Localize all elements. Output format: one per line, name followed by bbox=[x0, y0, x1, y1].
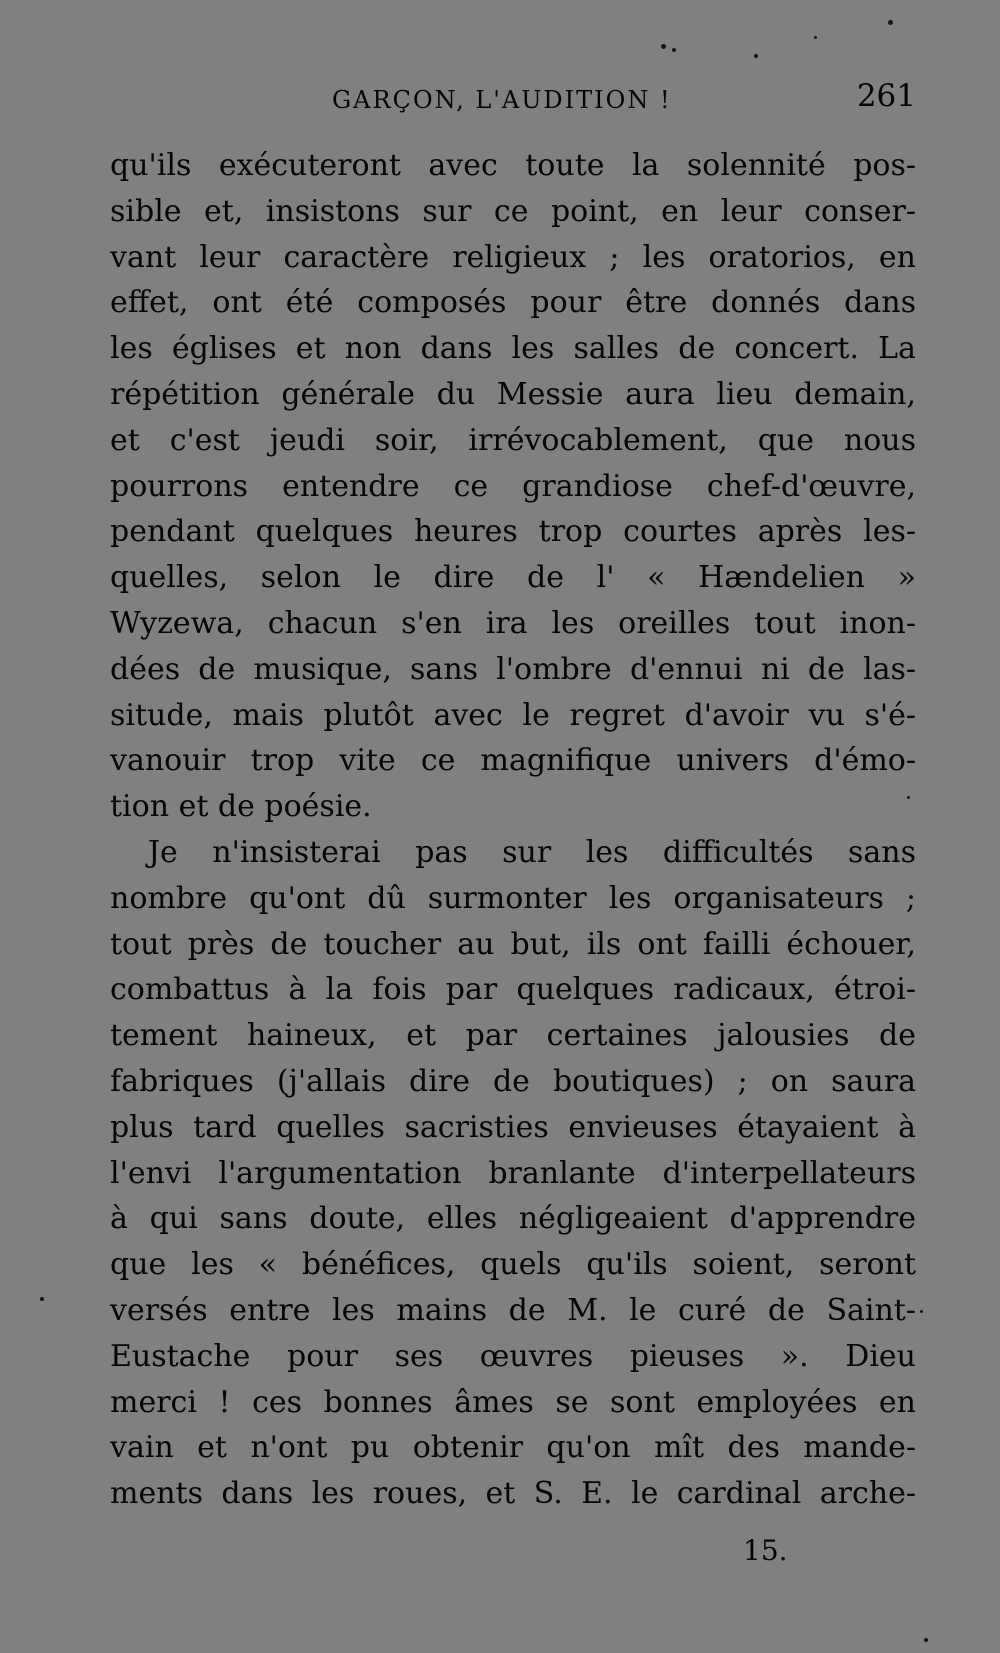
ink-speck bbox=[920, 1310, 923, 1313]
text-line: répétition générale du Messie aura lieu demain, bbox=[110, 376, 916, 412]
ink-speck bbox=[907, 796, 910, 799]
text-line: à qui sans doute, elles négligeaient d'apprendre bbox=[110, 1201, 916, 1237]
text-line: tement haineux, et par certaines jalousies de bbox=[110, 1018, 916, 1054]
text-line: Eustache pour ses œuvres pieuses ». Dieu bbox=[110, 1338, 916, 1374]
text-line: pendant quelques heures trop courtes après les- bbox=[110, 514, 916, 550]
text-line: versés entre les mains de M. le curé de Saint- bbox=[110, 1292, 916, 1328]
text-line: dées de musique, sans l'ombre d'ennui ni de las- bbox=[110, 651, 916, 687]
text-line: qu'ils exécuteront avec toute la solennité pos- bbox=[110, 148, 916, 183]
text-line: tout près de toucher au but, ils ont failli échouer, bbox=[110, 926, 916, 962]
page-number: 261 bbox=[856, 78, 916, 114]
running-title: GARÇON, L'AUDITION ! bbox=[332, 86, 672, 114]
text-line: vanouir trop vite ce magnifique univers d'émo- bbox=[110, 743, 916, 779]
text-line: les églises et non dans les salles de concert. La bbox=[110, 331, 916, 367]
text-line: quelles, selon le dire de l' « Hændelien » bbox=[110, 560, 916, 596]
text-line: effet, ont été composés pour être donnés dans bbox=[110, 285, 916, 321]
ink-speck bbox=[888, 20, 893, 25]
text-line: pourrons entendre ce grandiose chef-d'œuvre, bbox=[110, 468, 916, 504]
ink-speck bbox=[924, 1638, 928, 1642]
text-line: Je n'insisterai pas sur les difficultés sans bbox=[148, 834, 916, 870]
text-line: tion et de poésie. bbox=[110, 789, 372, 825]
ink-speck bbox=[40, 1297, 44, 1301]
text-line: situde, mais plutôt avec le regret d'avoir vu s'é- bbox=[110, 697, 916, 733]
text-line: combattus à la fois par quelques radicaux, étroi- bbox=[110, 972, 916, 1008]
ink-speck bbox=[754, 54, 758, 58]
text-line: vain et n'ont pu obtenir qu'on mît des mande- bbox=[110, 1430, 916, 1466]
ink-speck bbox=[672, 48, 676, 52]
text-line: fabriques (j'allais dire de boutiques) ; on saura bbox=[110, 1063, 916, 1099]
running-head bbox=[110, 74, 916, 124]
text-line: plus tard quelles sacristies envieuses étayaient à bbox=[110, 1109, 916, 1145]
text-line: que les « bénéfices, quels qu'ils soient, seront bbox=[110, 1247, 916, 1283]
text-line: vant leur caractère religieux ; les oratorios, en bbox=[110, 239, 916, 275]
text-line: sible et, insistons sur ce point, en leur conser- bbox=[110, 193, 916, 229]
ink-speck bbox=[661, 44, 666, 49]
text-line: ments dans les roues, et S. E. le cardinal arche- bbox=[110, 1476, 916, 1512]
text-line: Wyzewa, chacun s'en ira les oreilles tout inon- bbox=[110, 605, 916, 641]
ink-speck bbox=[814, 36, 817, 39]
body-text bbox=[110, 143, 916, 1517]
text-line: et c'est jeudi soir, irrévocablement, que nous bbox=[110, 422, 916, 458]
text-line: nombre qu'ont dû surmonter les organisateurs ; bbox=[110, 880, 916, 916]
text-line: merci ! ces bonnes âmes se sont employées en bbox=[110, 1384, 916, 1420]
text-line: l'envi l'argumentation branlante d'interpellateurs bbox=[110, 1155, 916, 1191]
signature-mark: 15. bbox=[743, 1534, 788, 1567]
